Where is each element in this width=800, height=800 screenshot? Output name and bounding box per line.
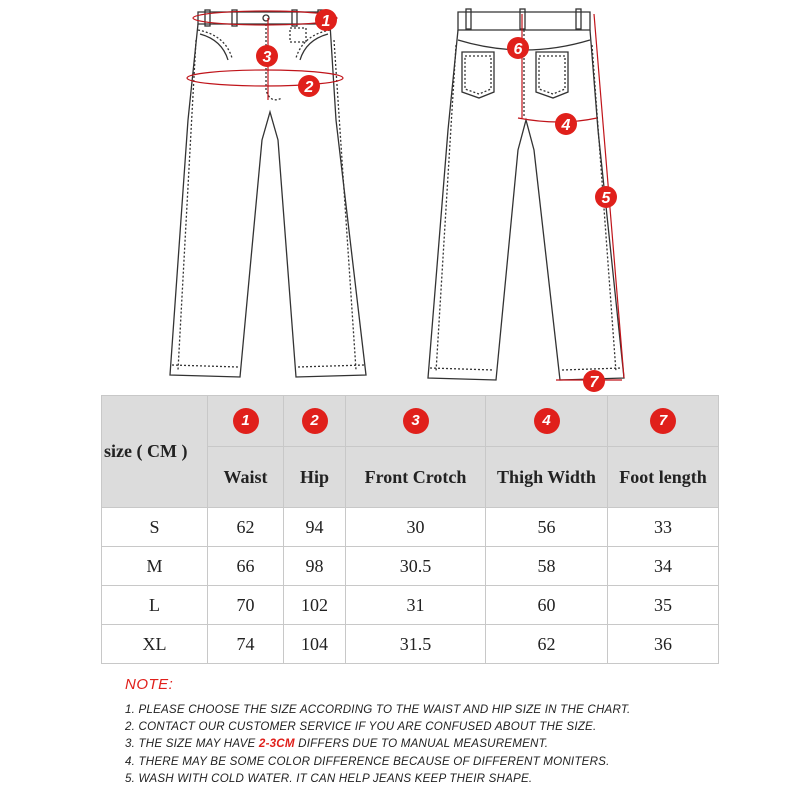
table-row <box>102 547 719 586</box>
thigh-width-cell: 56 <box>486 508 608 547</box>
foot-length-cell: 34 <box>608 547 719 586</box>
hip-cell: 98 <box>284 547 346 586</box>
column-header-waist: Waist <box>208 447 284 508</box>
note-line-1: 1. PLEASE CHOOSE THE SIZE ACCORDING TO THE WAIST AND HIP SIZE IN THE CHART. <box>125 703 631 716</box>
marker-3-icon <box>256 45 278 67</box>
thigh-width-cell: 62 <box>486 625 608 664</box>
column-marker-thigh-width <box>486 396 608 447</box>
marker-4-icon: 4 <box>534 408 560 434</box>
column-marker-waist <box>208 396 284 447</box>
marker-2-icon <box>298 75 320 97</box>
svg-text:6: 6 <box>513 41 523 58</box>
size-cell: L <box>102 586 208 625</box>
waist-cell: 62 <box>208 508 284 547</box>
size-cell: M <box>102 547 208 586</box>
jeans-illustration <box>0 0 800 392</box>
marker-7-icon: 7 <box>650 408 676 434</box>
svg-text:5: 5 <box>601 190 611 207</box>
table-row <box>102 586 719 625</box>
svg-text:1: 1 <box>321 13 331 30</box>
back-jeans <box>428 9 624 380</box>
front-crotch-cell: 30.5 <box>346 547 486 586</box>
svg-text:4: 4 <box>561 117 571 134</box>
marker-6-icon <box>507 37 529 59</box>
hip-cell: 102 <box>284 586 346 625</box>
table-row <box>102 625 719 664</box>
note-line-3-start: 3. THE SIZE MAY HAVE <box>125 737 259 751</box>
note-line-4: 4. THERE MAY BE SOME COLOR DIFFERENCE BECAUSE OF DIFFERENT MONITERS. <box>125 754 610 768</box>
table-row <box>102 508 719 547</box>
note-line-3-end: DIFFERS DUE TO MANUAL MEASUREMENT. <box>294 737 549 751</box>
note-line-3 <box>125 735 785 752</box>
size-unit-label: size ( CM ) <box>102 396 208 508</box>
column-header-front-crotch: Front Crotch <box>346 447 486 508</box>
notes-section <box>125 676 785 787</box>
notes-title: NOTE: <box>125 676 174 693</box>
hip-cell: 94 <box>284 508 346 547</box>
foot-length-cell: 33 <box>608 508 719 547</box>
column-header-foot-length: Foot length <box>608 447 719 508</box>
marker-4-icon <box>555 113 577 135</box>
column-header-thigh-width: Thigh Width <box>486 447 608 508</box>
thigh-width-cell: 58 <box>486 547 608 586</box>
column-marker-hip <box>284 396 346 447</box>
marker-3-icon: 3 <box>403 408 429 434</box>
front-crotch-cell: 31.5 <box>346 625 486 664</box>
foot-length-cell: 35 <box>608 586 719 625</box>
marker-1-icon <box>315 9 337 31</box>
size-cell: XL <box>102 625 208 664</box>
thigh-width-cell: 60 <box>486 586 608 625</box>
svg-text:2: 2 <box>304 79 314 96</box>
svg-text:7: 7 <box>589 374 599 391</box>
column-header-hip: Hip <box>284 447 346 508</box>
note-line-5: 5. WASH WITH COLD WATER. IT CAN HELP JEANS KEEP THEIR SHAPE. <box>125 771 533 785</box>
note-line-2: 2. CONTACT OUR CUSTOMER SERVICE IF YOU ARE CONFUSED ABOUT THE SIZE. <box>125 720 597 734</box>
waist-cell: 74 <box>208 625 284 664</box>
svg-text:3: 3 <box>262 49 272 66</box>
column-marker-front-crotch <box>346 396 486 447</box>
waist-cell: 66 <box>208 547 284 586</box>
waist-cell: 70 <box>208 586 284 625</box>
marker-5-icon <box>595 186 617 208</box>
note-highlight: 2-3CM <box>258 737 295 751</box>
size-cell: S <box>102 508 208 547</box>
hip-cell: 104 <box>284 625 346 664</box>
marker-7-icon <box>583 370 605 392</box>
marker-2-icon: 2 <box>302 408 328 434</box>
size-table <box>101 395 719 664</box>
front-crotch-cell: 30 <box>346 508 486 547</box>
column-marker-foot-length <box>608 396 719 447</box>
front-crotch-cell: 31 <box>346 586 486 625</box>
marker-1-icon: 1 <box>233 408 259 434</box>
foot-length-cell: 36 <box>608 625 719 664</box>
